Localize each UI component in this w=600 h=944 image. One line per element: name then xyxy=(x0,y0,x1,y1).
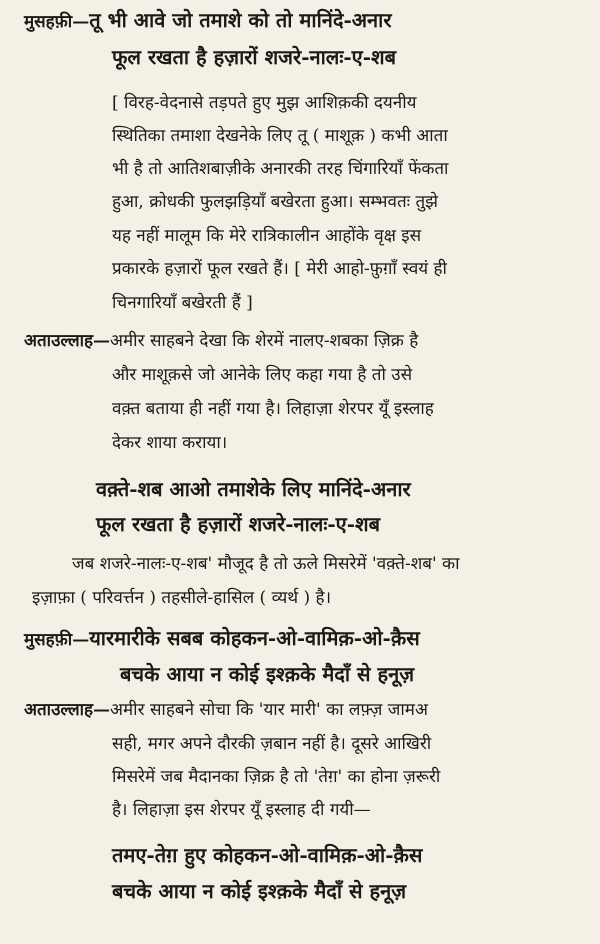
commentary-line: वक़्त बताया ही नहीं गया है। लिहाज़ा शेरपर यूँ इस्लाह xyxy=(112,399,434,419)
commentary-line: देकर शाया कराया। xyxy=(112,433,228,453)
verse-line xyxy=(24,10,392,31)
commentary-text: अमीर साहबने सोचा कि 'यार मारी' का लफ़्ज़ जामअ xyxy=(110,700,428,720)
commentary-line: मिसरेमें जब मैदानका ज़िक्र है तो 'तेग़' का होना ज़रूरी xyxy=(112,767,441,787)
gloss-line: भी है तो आतिशबाज़ीके अनारकी तरह चिंगारियाँ फेंकता xyxy=(112,159,449,179)
verse-text: तू भी आवे जो तमाशे को तो मानिंदे-अनार xyxy=(89,8,392,32)
verse-line xyxy=(24,628,420,649)
note-line: जब शजरे-नालः-ए-शब' मौजूद है तो ऊले मिसरेमें 'वक़्ते-शब' का xyxy=(72,554,460,574)
commentary-line: सही, मगर अपने दौरकी ज़बान नहीं है। दूसरे आखिरी xyxy=(112,734,432,754)
verse-line: फूल रखता है हज़ारों शजरे-नालः-ए-शब xyxy=(112,45,397,69)
commentary-line xyxy=(24,333,418,350)
gloss-line: [ विरह-वेदनासे तड़पते हुए मुझ आशिक़की दयनीय xyxy=(112,93,417,113)
gloss-line: हुआ, क्रोधकी फुलझड़ियाँ बखेरता हुआ। सम्भवतः तुझे xyxy=(112,192,439,212)
commentary-line xyxy=(24,702,428,719)
speaker-label: मुसहफ़ी— xyxy=(24,630,90,650)
gloss-line: यह नहीं मालूम कि मेरे रात्रिकालीन आहोंके वृक्ष इस xyxy=(112,226,422,246)
commentary-line: है। लिहाज़ा इस शेरपर यूँ इस्लाह दी गयी— xyxy=(112,800,371,820)
speaker-label: अताउल्लाह— xyxy=(24,331,111,351)
speaker-label: मुसहफ़ी— xyxy=(24,12,90,32)
verse-line: बचके आया न कोई इश्क़के मैदाँ से हनूज़ xyxy=(120,662,415,686)
commentary-line: और माशूक़से जो आनेके लिए कहा गया है तो उसे xyxy=(112,365,413,385)
gloss-line: चिनगारियाँ बखेरती हैं ] xyxy=(112,293,253,313)
corrected-verse-line: फूल रखता है हज़ारों शजरे-नालः-ए-शब xyxy=(96,512,381,536)
commentary-text: अमीर साहबने देखा कि शेरमें नालए-शबका ज़िक्र है xyxy=(110,331,419,351)
corrected-verse-line: वक़्ते-शब आओ तमाशेके लिए मानिंदे-अनार xyxy=(96,477,411,501)
speaker-label: अताउल्लाह— xyxy=(24,700,111,720)
corrected-verse-line: तमए-तेग़ हुए कोहकन-ओ-वामिक़-ओ-क़ैस xyxy=(112,843,423,867)
corrected-verse-line: बचके आया न कोई इश्क़के मैदाँ से हनूज़ xyxy=(112,879,407,903)
verse-text: यारमारीके सबब कोहकन-ओ-वामिक़-ओ-क़ैस xyxy=(89,626,420,650)
gloss-line: स्थितिका तमाशा देखनेके लिए तू ( माशूक़ ) कभी आता xyxy=(112,126,448,146)
note-line: इज़ाफ़ा ( परिवर्त्तन ) तहसीले-हासिल ( व्यर्थ ) है। xyxy=(32,588,332,608)
gloss-line: प्रकारके हज़ारों फूल रखते हैं। [ मेरी आहो-फ़ुग़ाँ स्वयं ही xyxy=(112,259,447,279)
